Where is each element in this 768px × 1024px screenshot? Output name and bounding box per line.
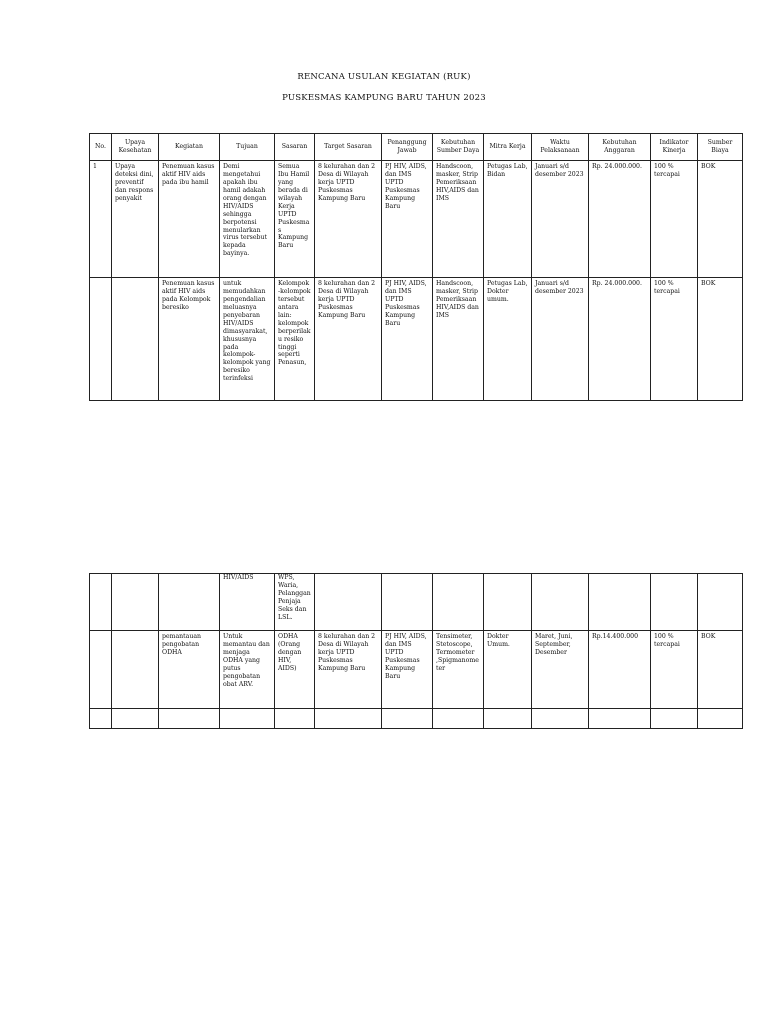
cell-sasaran: Kelompok-kelompok tersebut antara lain: kelompok berperilaku resiko tinggi seperti Penasun, (275, 278, 315, 401)
ruk-table-page-2 (89, 573, 743, 729)
cell-tujuan: HIV/AIDS (220, 574, 275, 631)
cell-waktu-pelaksanaan: Maret, Juni, September, Desember (532, 631, 589, 709)
cell-indikator-kinerja (651, 709, 698, 729)
cell-target-sasaran (315, 574, 382, 631)
cell-upaya-kesehatan (112, 631, 159, 709)
cell-tujuan (220, 709, 275, 729)
table-row (90, 161, 743, 278)
header-tujuan: Tujuan (220, 134, 275, 161)
cell-indikator-kinerja: 100 % tercapai (651, 631, 698, 709)
cell-sasaran: ODHA (Orang dengan HIV, AIDS) (275, 631, 315, 709)
table-row (90, 574, 743, 631)
cell-target-sasaran: 8 kelurahan dan 2 Desa di Wilayah kerja UPTD Puskesmas Kampung Baru (315, 161, 382, 278)
header-sasaran: Sasaran (275, 134, 315, 161)
cell-no (90, 278, 112, 401)
header-penanggung-jawab: Penanggung Jawab (382, 134, 433, 161)
header-no: No. (90, 134, 112, 161)
cell-kebutuhan-sumber-daya: Tensimeter, Stetoscope, Termometer ,Spigmanometer (433, 631, 484, 709)
cell-indikator-kinerja (651, 574, 698, 631)
table-row (90, 278, 743, 401)
cell-tujuan: untuk memudahkan pengendalian meluasnya penyebaran HIV/AIDS dimasyarakat, khususnya pada kelompok-kelompok yang beresiko terinfeksi (220, 278, 275, 401)
cell-penanggung-jawab (382, 709, 433, 729)
cell-sumber-biaya: BOK (698, 161, 743, 278)
cell-kebutuhan-anggaran: Rp. 24.000.000. (589, 161, 651, 278)
cell-target-sasaran: 8 kelurahan dan 2 Desa di Wilayah kerja UPTD Puskesmas Kampung Baru (315, 278, 382, 401)
cell-kebutuhan-sumber-daya: Handscoon, masker, Strip Pemeriksaan HIV,AIDS dan IMS (433, 161, 484, 278)
header-upaya-kesehatan: Upaya Kesehatan (112, 134, 159, 161)
cell-kebutuhan-anggaran: Rp. 24.000.000. (589, 278, 651, 401)
header-kebutuhan-sumber-daya: Kebutuhan Sumber Daya (433, 134, 484, 161)
cell-sumber-biaya (698, 709, 743, 729)
cell-mitra-kerja (484, 574, 532, 631)
cell-penanggung-jawab: PJ HIV, AIDS, dan IMS UPTD Puskesmas Kampung Baru (382, 161, 433, 278)
cell-kegiatan: Penemuan kasus aktif HIV aids pada Kelompok beresiko (159, 278, 220, 401)
cell-waktu-pelaksanaan (532, 574, 589, 631)
cell-kebutuhan-anggaran (589, 709, 651, 729)
cell-penanggung-jawab: PJ HIV, AIDS, dan IMS UPTD Puskesmas Kampung Baru (382, 278, 433, 401)
cell-upaya-kesehatan (112, 278, 159, 401)
cell-kebutuhan-anggaran: Rp.14.400.000 (589, 631, 651, 709)
cell-penanggung-jawab (382, 574, 433, 631)
cell-indikator-kinerja: 100 % tercapai (651, 161, 698, 278)
cell-tujuan: Demi mengetahui apakah ibu hamil adakah orang dengan HIV/AIDS sehingga berpotensi menularkan virus tersebut kepada bayinya. (220, 161, 275, 278)
cell-indikator-kinerja: 100 % tercapai (651, 278, 698, 401)
cell-kegiatan: pemantauan pengobatan ODHA (159, 631, 220, 709)
cell-waktu-pelaksanaan: Januari s/d desember 2023 (532, 161, 589, 278)
cell-kegiatan (159, 574, 220, 631)
table-row (90, 631, 743, 709)
cell-upaya-kesehatan (112, 574, 159, 631)
cell-waktu-pelaksanaan: Januari s/d desember 2023 (532, 278, 589, 401)
cell-mitra-kerja: Dokter Umum. (484, 631, 532, 709)
cell-no (90, 574, 112, 631)
header-target-sasaran: Target Sasaran (315, 134, 382, 161)
table-row (90, 709, 743, 729)
cell-kebutuhan-sumber-daya (433, 574, 484, 631)
header-waktu-pelaksanaan: Waktu Pelaksanaan (532, 134, 589, 161)
cell-kebutuhan-sumber-daya (433, 709, 484, 729)
cell-mitra-kerja: Petugas Lab, Bidan (484, 161, 532, 278)
cell-no (90, 631, 112, 709)
header-kegiatan: Kegiatan (159, 134, 220, 161)
cell-waktu-pelaksanaan (532, 709, 589, 729)
cell-kegiatan: Penemuan kasus aktif HIV aids pada ibu hamil (159, 161, 220, 278)
cell-kegiatan (159, 709, 220, 729)
cell-penanggung-jawab: PJ HIV, AIDS, dan IMS UPTD Puskesmas Kampung Baru (382, 631, 433, 709)
cell-no (90, 709, 112, 729)
document-subtitle: PUSKESMAS KAMPUNG BARU TAHUN 2023 (282, 93, 486, 103)
cell-target-sasaran: 8 kelurahan dan 2 Desa di Wilayah kerja UPTD Puskesmas Kampung Baru (315, 631, 382, 709)
cell-sumber-biaya: BOK (698, 631, 743, 709)
cell-no: 1 (90, 161, 112, 278)
header-indikator-kinerja: Indikator Kinerja (651, 134, 698, 161)
cell-sasaran: Semua Ibu Hamil yang berada di wilayah Kerja UPTD Puskesmas Kampung Baru (275, 161, 315, 278)
cell-sumber-biaya: BOK (698, 278, 743, 401)
header-kebutuhan-anggaran: Kebutuhan Anggaran (589, 134, 651, 161)
ruk-table-page-1 (89, 133, 743, 401)
cell-tujuan: Untuk memantau dan menjaga ODHA yang putus pengobatan obat ARV. (220, 631, 275, 709)
cell-target-sasaran (315, 709, 382, 729)
cell-kebutuhan-sumber-daya: Handscoon, masker, Strip Pemeriksaan HIV,AIDS dan IMS (433, 278, 484, 401)
cell-sasaran: WPS, Waria, Pelanggan Penjaja Seks dan LSL. (275, 574, 315, 631)
table-header-row (90, 134, 743, 161)
header-mitra-kerja: Mitra Kerja (484, 134, 532, 161)
cell-upaya-kesehatan: Upaya deteksi dini, preventif dan respons penyakit (112, 161, 159, 278)
cell-mitra-kerja (484, 709, 532, 729)
cell-upaya-kesehatan (112, 709, 159, 729)
cell-mitra-kerja: Petugas Lab, Dokter umum. (484, 278, 532, 401)
cell-kebutuhan-anggaran (589, 574, 651, 631)
cell-sasaran (275, 709, 315, 729)
cell-sumber-biaya (698, 574, 743, 631)
header-sumber-biaya: Sumber Biaya (698, 134, 743, 161)
document-title: RENCANA USULAN KEGIATAN (RUK) (297, 72, 471, 82)
